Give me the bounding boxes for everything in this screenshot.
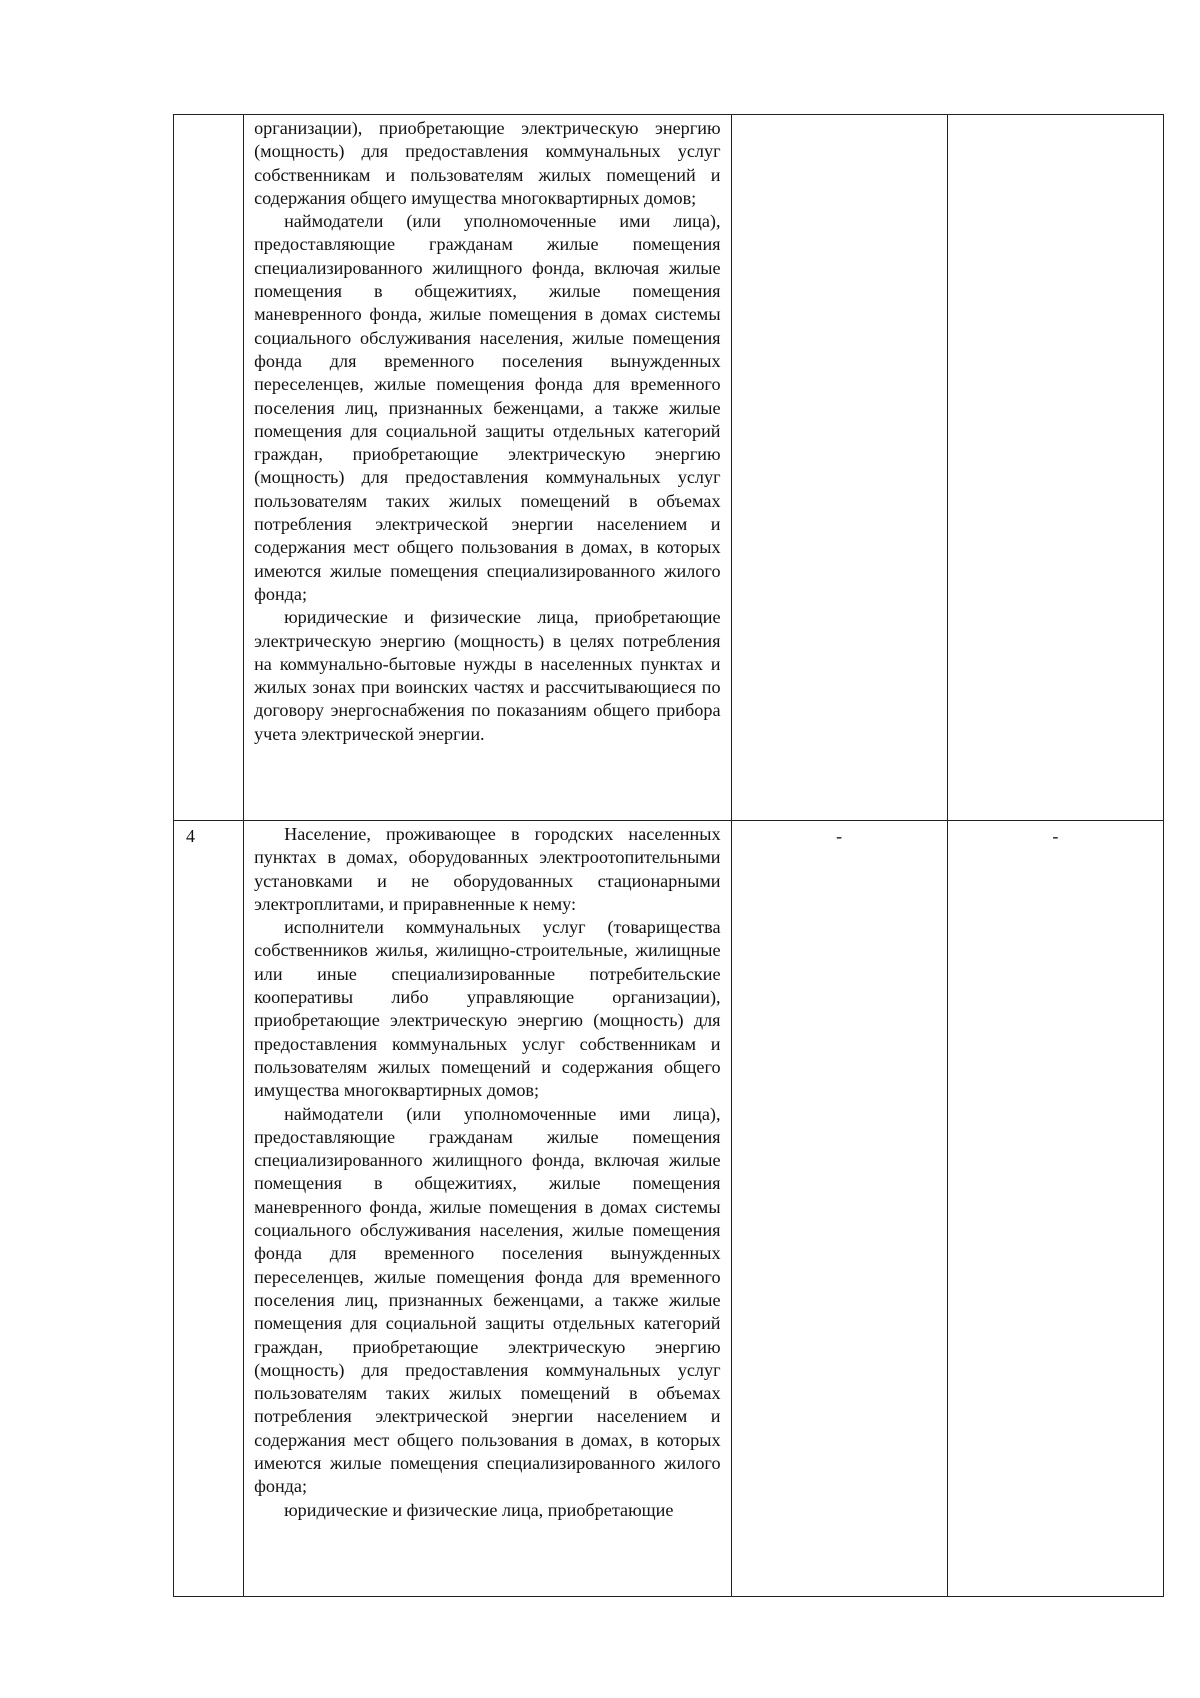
description-paragraph: Население, проживающее в городских населенных пунктах в домах, оборудованных электроотопительными установками и не оборудованных стационарными электроплитами, и приравненные к нему: — [254, 824, 721, 914]
row-description-cell — [244, 115, 731, 821]
description-paragraph: юридические и физические лица, приобретающие электрическую энергию (мощность) в целях потребления на коммунально-бытовые нужды в населенных пунктах и жилых зонах при воинских частях и рассчитывающиеся по договору энергоснабжения по показаниям общего прибора учета электрической энергии. — [254, 607, 721, 744]
table-row — [174, 115, 1164, 821]
description-paragraph: наймодатели (или уполномоченные ими лица), предоставляющие гражданам жилые помещения специализированного жилищного фонда, включая жилые помещения в общежитиях, жилые помещения маневренного фонда, жилые помещения в домах системы социального обслуживания населения, жилые помещения фонда для временного поселения вынужденных переселенцев, жилые помещения фонда для временного поселения лиц, признанных беженцами, а также жилые помещения для социальной защиты отдельных категорий граждан, приобретающие электрическую энергию (мощность) для предоставления коммунальных услуг пользователям таких жилых помещений в объемах потребления электрической энергии населением и содержания мест общего пользования в домах, в которых имеются жилые помещения специализированного жилого фонда; — [254, 211, 721, 604]
row-value-cell-b — [947, 115, 1163, 821]
description-paragraph: исполнители коммунальных услуг (товарищества собственников жилья, жилищно-строительные, жилищные или иные специализированные потребительские кооперативы либо управляющие организации), приобретающие электрическую энергию (мощность) для предоставления коммунальных услуг собственникам и пользователям жилых помещений и содержания общего имущества многоквартирных домов; — [254, 917, 721, 1101]
row-value-cell-b: - — [947, 821, 1163, 1597]
tariff-table — [173, 114, 1164, 1597]
description-paragraph: организации), приобретающие электрическую энергию (мощность) для предоставления коммунальных услуг собственникам и пользователям жилых помещений и содержания общего имущества многоквартирных домов; — [254, 118, 721, 208]
row-number-cell — [174, 115, 244, 821]
description-paragraph: наймодатели (или уполномоченные ими лица), предоставляющие гражданам жилые помещения специализированного жилищного фонда, включая жилые помещения в общежитиях, жилые помещения маневренного фонда, жилые помещения в домах системы социального обслуживания населения, жилые помещения фонда для временного поселения вынужденных переселенцев, жилые помещения фонда для временного поселения лиц, признанных беженцами, а также жилые помещения для социальной защиты отдельных категорий граждан, приобретающие электрическую энергию (мощность) для предоставления коммунальных услуг пользователям таких жилых помещений в объемах потребления электрической энергии населением и содержания мест общего пользования в домах, в которых имеются жилые помещения специализированного жилого фонда; — [254, 1103, 721, 1497]
row-description-cell — [244, 821, 731, 1597]
table-row — [174, 821, 1164, 1597]
row-value-cell-a — [731, 115, 947, 821]
row-number-cell: 4 — [174, 821, 244, 1597]
description-paragraph: юридические и физические лица, приобретающие — [284, 1499, 674, 1520]
row-value-cell-a: - — [731, 821, 947, 1597]
